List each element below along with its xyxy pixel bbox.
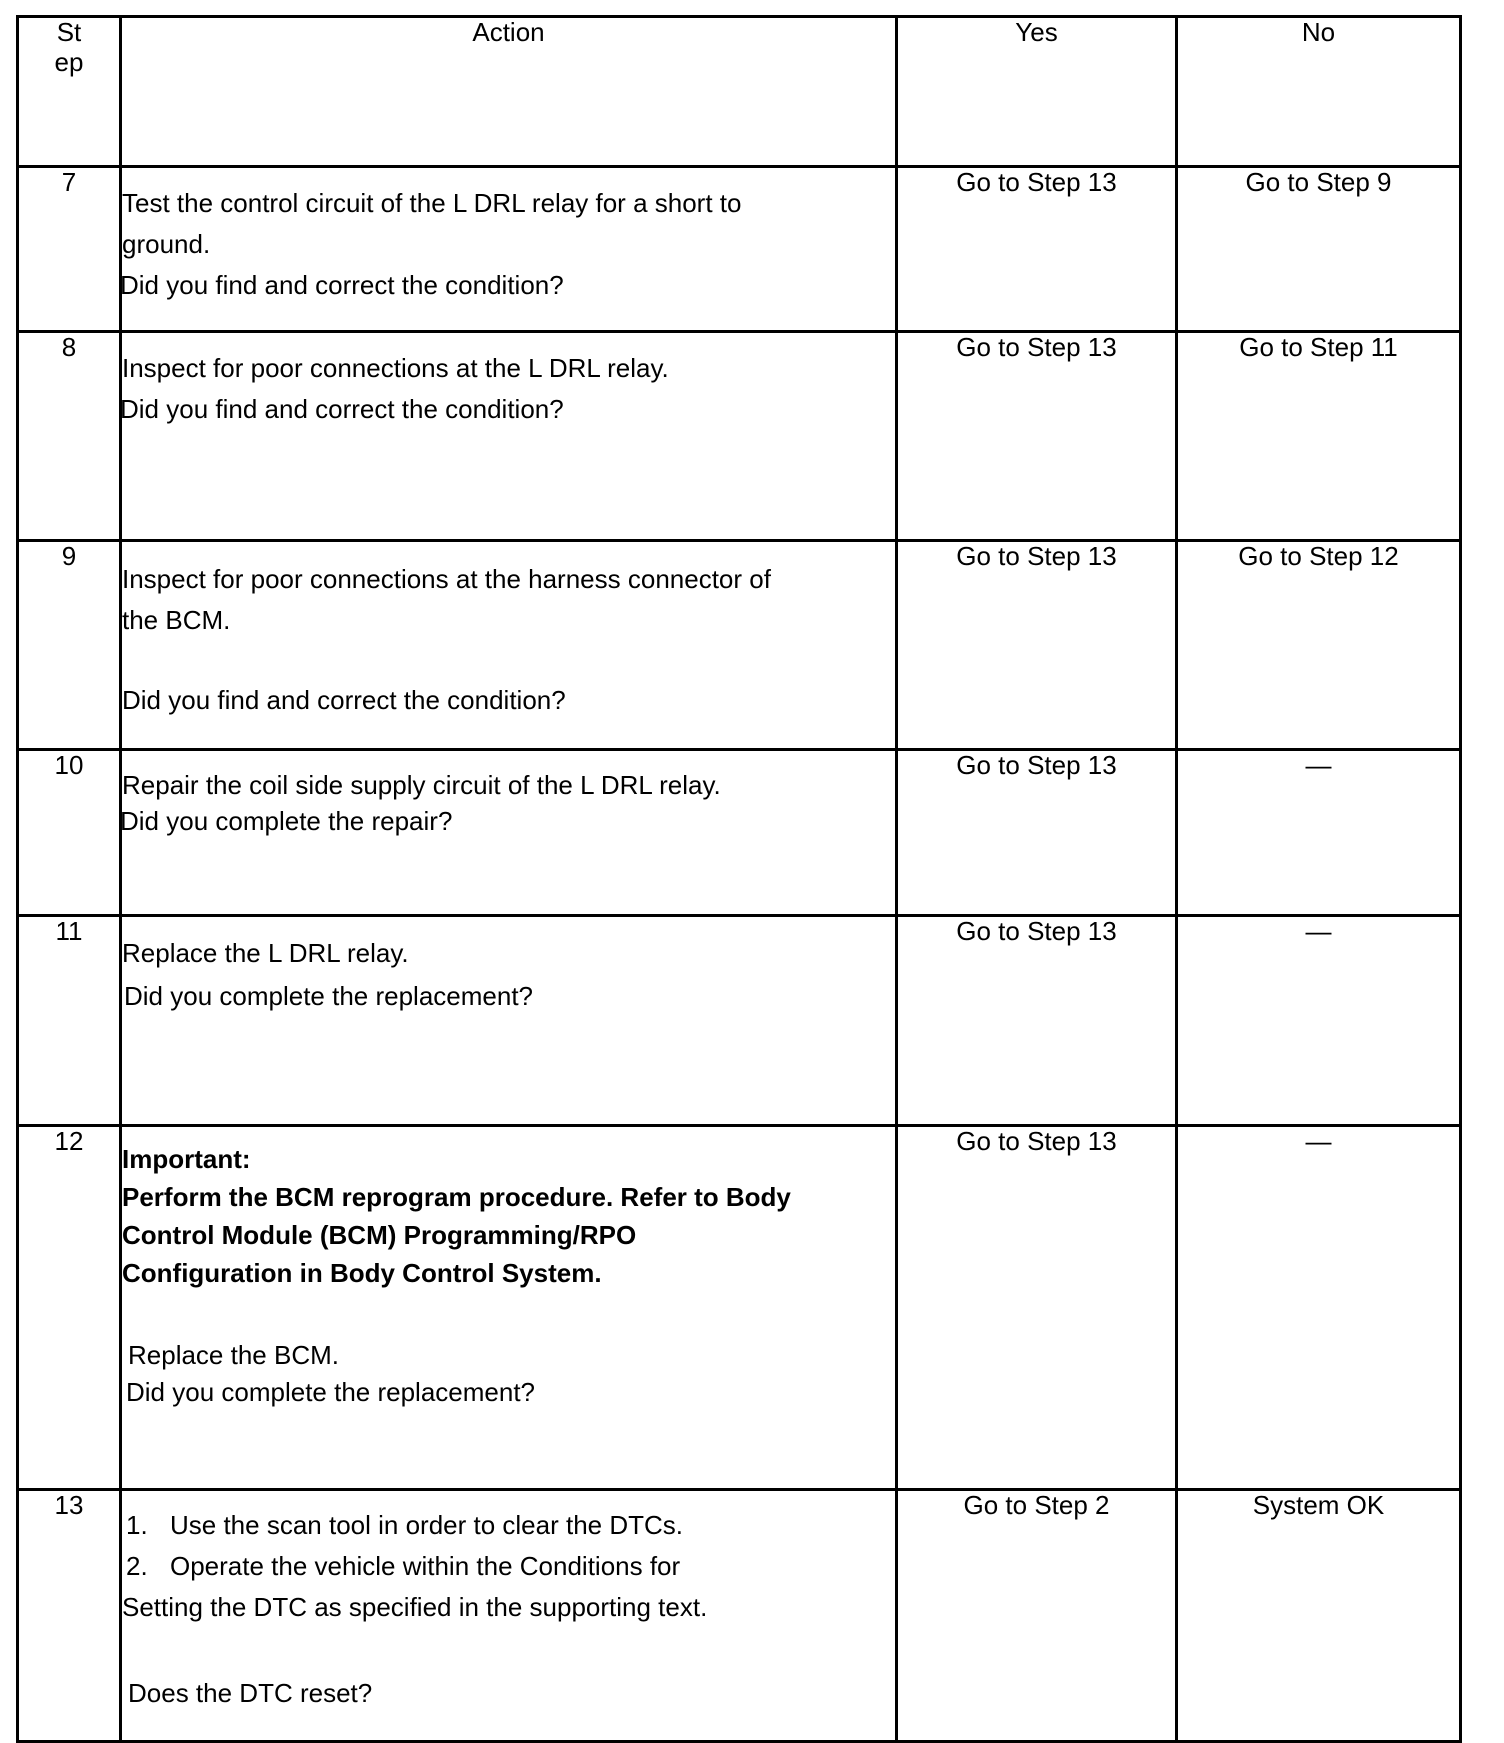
action-cell bbox=[121, 916, 897, 1126]
header-row bbox=[18, 17, 1461, 167]
no-cell: Go to Step 9 bbox=[1177, 167, 1461, 332]
no-cell: — bbox=[1177, 750, 1461, 916]
action-line: Repair the coil side supply circuit of the L DRL relay. bbox=[122, 770, 721, 800]
list-item bbox=[122, 1552, 895, 1582]
yes-cell: Go to Step 13 bbox=[897, 541, 1177, 750]
header-step-line1: St bbox=[56, 17, 82, 47]
important-label: Important: bbox=[122, 1144, 251, 1174]
action-line: ground. bbox=[122, 228, 211, 259]
action-line: the BCM. bbox=[122, 604, 231, 635]
action-cell bbox=[121, 541, 897, 750]
action-line: Did you find and correct the condition? bbox=[120, 269, 564, 300]
step-number: 13 bbox=[18, 1490, 121, 1742]
action-cell bbox=[121, 750, 897, 916]
no-cell: — bbox=[1177, 1126, 1461, 1490]
table-row bbox=[18, 1490, 1461, 1742]
table-row bbox=[18, 916, 1461, 1126]
action-line: Inspect for poor connections at the harness connector of bbox=[122, 564, 771, 594]
step-number: 10 bbox=[18, 750, 121, 916]
yes-cell: Go to Step 13 bbox=[897, 332, 1177, 541]
important-line: Configuration in Body Control System. bbox=[122, 1257, 602, 1288]
header-step bbox=[18, 17, 121, 167]
no-cell: Go to Step 11 bbox=[1177, 332, 1461, 541]
header-action: Action bbox=[121, 17, 897, 167]
action-line: Did you complete the repair? bbox=[120, 805, 453, 836]
action-line: Did you complete the replacement? bbox=[124, 980, 534, 1011]
step-number: 11 bbox=[18, 916, 121, 1126]
step-number: 12 bbox=[18, 1126, 121, 1490]
table-row bbox=[18, 167, 1461, 332]
list-item-text: Use the scan tool in order to clear the DTCs. bbox=[170, 1510, 684, 1540]
header-no: No bbox=[1177, 17, 1461, 167]
diagnostic-table bbox=[16, 15, 1462, 1743]
action-line: Inspect for poor connections at the L DRL relay. bbox=[122, 353, 669, 383]
action-line: Does the DTC reset? bbox=[128, 1677, 373, 1708]
action-line: Setting the DTC as specified in the supporting text. bbox=[122, 1591, 708, 1622]
step-number: 9 bbox=[18, 541, 121, 750]
action-line: Replace the L DRL relay. bbox=[122, 938, 409, 968]
action-line: Test the control circuit of the L DRL relay for a short to bbox=[122, 188, 742, 218]
action-cell bbox=[121, 1126, 897, 1490]
yes-cell: Go to Step 13 bbox=[897, 167, 1177, 332]
action-line: Did you find and correct the condition? bbox=[122, 684, 566, 715]
table-row bbox=[18, 332, 1461, 541]
header-step-line2: ep bbox=[54, 46, 84, 77]
list-item-number: 2. bbox=[126, 1550, 148, 1581]
action-cell bbox=[121, 332, 897, 541]
no-cell: System OK bbox=[1177, 1490, 1461, 1742]
step-number: 7 bbox=[18, 167, 121, 332]
list-item bbox=[122, 1511, 895, 1541]
yes-cell: Go to Step 13 bbox=[897, 1126, 1177, 1490]
list-item-number: 1. bbox=[126, 1510, 148, 1540]
step-number: 8 bbox=[18, 332, 121, 541]
action-line: Did you find and correct the condition? bbox=[120, 393, 564, 424]
table-row bbox=[18, 1126, 1461, 1490]
no-cell: — bbox=[1177, 916, 1461, 1126]
table-row bbox=[18, 541, 1461, 750]
action-line: Did you complete the replacement? bbox=[126, 1377, 536, 1408]
yes-cell: Go to Step 13 bbox=[897, 750, 1177, 916]
table-row bbox=[18, 750, 1461, 916]
action-cell bbox=[121, 167, 897, 332]
yes-cell: Go to Step 2 bbox=[897, 1490, 1177, 1742]
important-line: Perform the BCM reprogram procedure. Refer to Body bbox=[122, 1181, 791, 1212]
action-line: Replace the BCM. bbox=[128, 1339, 339, 1370]
header-yes: Yes bbox=[897, 17, 1177, 167]
list-item-text: Operate the vehicle within the Conditions for bbox=[170, 1550, 681, 1581]
important-line: Control Module (BCM) Programming/RPO bbox=[122, 1219, 637, 1250]
yes-cell: Go to Step 13 bbox=[897, 916, 1177, 1126]
action-cell bbox=[121, 1490, 897, 1742]
no-cell: Go to Step 12 bbox=[1177, 541, 1461, 750]
